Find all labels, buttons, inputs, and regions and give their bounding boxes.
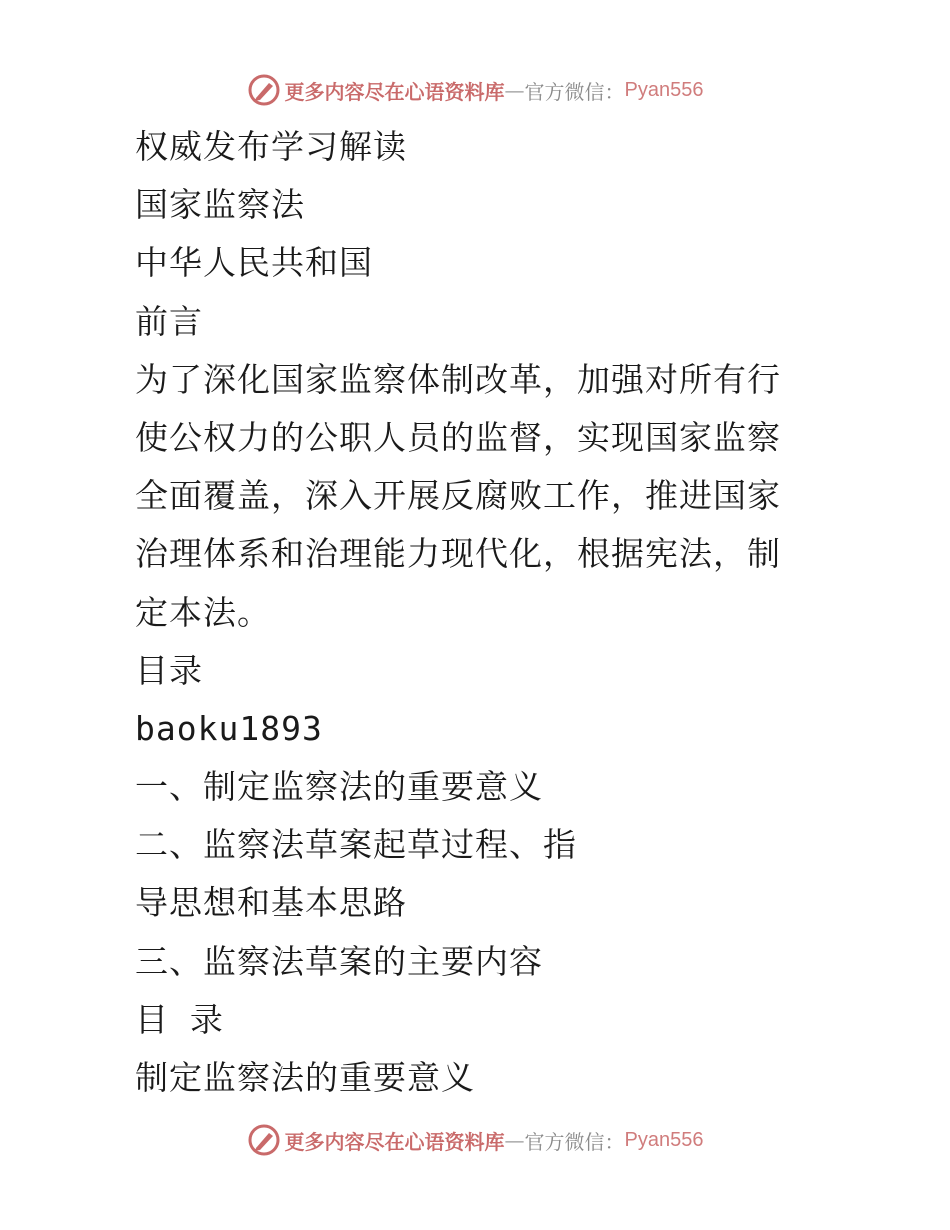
banner-wechat-label: 官方微信： [524,1129,625,1154]
doc-line-toc-item: 导思想和基本思路 [135,883,407,923]
doc-line-title: 权威发布学习解读 [135,127,407,166]
footer-watermark-banner [0,1120,950,1160]
doc-line-code: baoku1893 [135,708,323,748]
header-watermark-banner [0,70,950,110]
doc-line-toc-item: 三、监察法草案的主要内容 [135,941,543,981]
doc-line-toc-heading-2: 目 录 [135,999,224,1039]
doc-line-paragraph: 为了深化国家监察体制改革，加强对所有行 [135,359,781,399]
banner-main-text: 更多内容尽在心语资料库 [284,1129,505,1154]
pen-seal-icon [247,1123,281,1157]
banner-wechat-id: Pyan556 [624,78,704,101]
doc-line-paragraph: 定本法。 [135,592,271,632]
doc-line-paragraph: 全面覆盖，深入开展反腐败工作，推进国家 [135,476,781,516]
doc-line-toc-item: 一、制定监察法的重要意义 [135,767,543,807]
doc-line-country: 中华人民共和国 [135,243,373,283]
doc-line-paragraph: 使公权力的公职人员的监督，实现国家监察 [135,417,781,457]
doc-line-toc-item: 二、监察法草案起草过程、指 [135,825,577,865]
doc-line-toc-heading: 目录 [135,650,203,690]
banner-wechat-label: 官方微信： [524,79,625,104]
banner-separator: — [504,78,525,102]
pen-seal-icon [247,73,281,107]
banner-separator: — [504,1128,525,1152]
doc-line-preface-heading: 前言 [135,301,203,341]
banner-main-text: 更多内容尽在心语资料库 [284,79,505,104]
doc-line-law-name: 国家监察法 [135,185,305,225]
doc-line-section-heading: 制定监察法的重要意义 [135,1058,475,1097]
banner-wechat-id: Pyan556 [624,1128,704,1151]
doc-line-paragraph: 治理体系和治理能力现代化，根据宪法，制 [135,534,781,574]
document-body [135,118,795,1107]
